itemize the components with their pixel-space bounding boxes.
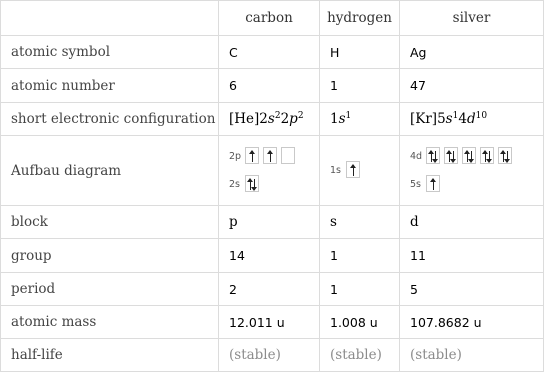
config-orbital: s <box>267 111 275 127</box>
orbital-boxes <box>426 147 516 167</box>
hydrogen-atomic-symbol: H <box>320 36 400 69</box>
row-label-block: block <box>1 206 219 239</box>
hydrogen-group: 1 <box>320 239 400 273</box>
single-electron-orbital-box <box>245 147 259 164</box>
table-row <box>1 306 544 339</box>
config-electrons: 1 <box>452 111 459 122</box>
table-row <box>1 273 544 306</box>
silver-atomic-number: 47 <box>400 69 544 103</box>
hydrogen-atomic-number: 1 <box>320 69 400 103</box>
spin-down-arrow-icon <box>489 151 490 162</box>
paired-electron-orbital-box <box>426 147 440 164</box>
config-period: 5 <box>437 111 446 127</box>
aufbau-orbital-row <box>229 146 319 168</box>
paired-electron-orbital-box <box>245 175 259 192</box>
carbon-atomic-mass: 12.011 u <box>219 306 320 339</box>
aufbau-orbital-row <box>410 146 543 168</box>
silver-aufbau-diagram <box>400 136 544 206</box>
silver-atomic-mass: 107.8682 u <box>400 306 544 339</box>
single-electron-orbital-box <box>263 147 277 164</box>
config-orbital: s <box>445 111 453 127</box>
orbital-label: 5s <box>410 179 421 190</box>
spin-up-arrow-icon <box>252 151 253 162</box>
config-electrons: 2 <box>297 111 304 122</box>
table-row <box>1 36 544 69</box>
header-carbon: carbon <box>219 1 320 36</box>
spin-down-arrow-icon <box>254 179 255 190</box>
carbon-atomic-number: 6 <box>219 69 320 103</box>
row-label-atomic-number: atomic number <box>1 69 219 103</box>
spin-down-arrow-icon <box>435 151 436 162</box>
paired-electron-orbital-box <box>462 147 476 164</box>
config-electrons: 10 <box>475 111 488 122</box>
row-label-aufbau-diagram: Aufbau diagram <box>1 136 219 206</box>
aufbau-orbital-row <box>410 174 543 196</box>
paired-electron-orbital-box <box>480 147 494 164</box>
orbital-boxes <box>245 175 263 195</box>
orbital-boxes <box>426 175 444 195</box>
empty-orbital-box <box>281 147 295 164</box>
config-orbital: p <box>289 111 298 127</box>
hydrogen-atomic-mass: 1.008 u <box>320 306 400 339</box>
silver-block: d <box>400 206 544 239</box>
silver-period: 5 <box>400 273 544 306</box>
aufbau-orbital-row <box>330 160 399 182</box>
table-row <box>1 136 544 206</box>
carbon-half-life: (stable) <box>219 339 320 372</box>
header-silver: silver <box>400 1 544 36</box>
config-electrons: 1 <box>345 111 352 122</box>
silver-atomic-symbol: Ag <box>400 36 544 69</box>
table-row <box>1 206 544 239</box>
orbital-label: 1s <box>330 165 341 176</box>
orbital-boxes <box>346 161 364 181</box>
table-row <box>1 103 544 136</box>
carbon-period: 2 <box>219 273 320 306</box>
config-core: [Kr] <box>410 111 438 127</box>
row-label-atomic-mass: atomic mass <box>1 306 219 339</box>
orbital-boxes <box>245 147 299 167</box>
config-core: [He] <box>229 111 260 127</box>
row-label-group: group <box>1 239 219 273</box>
row-label-electronic-configuration: short electronic configuration <box>1 103 219 136</box>
hydrogen-aufbau-diagram <box>320 136 400 206</box>
spin-down-arrow-icon <box>507 151 508 162</box>
hydrogen-electronic-configuration <box>320 103 400 136</box>
spin-up-arrow-icon <box>433 179 434 190</box>
config-orbital: s <box>338 111 346 127</box>
spin-down-arrow-icon <box>453 151 454 162</box>
aufbau-orbital-row <box>229 174 319 196</box>
spin-up-arrow-icon <box>270 151 271 162</box>
table-row <box>1 69 544 103</box>
header-hydrogen: hydrogen <box>320 1 400 36</box>
config-period: 2 <box>259 111 268 127</box>
row-label-atomic-symbol: atomic symbol <box>1 36 219 69</box>
config-period: 4 <box>458 111 467 127</box>
header-blank-cell <box>1 1 219 36</box>
hydrogen-block: s <box>320 206 400 239</box>
config-orbital: d <box>466 111 476 127</box>
config-period: 1 <box>330 111 339 127</box>
hydrogen-half-life: (stable) <box>320 339 400 372</box>
table-row <box>1 339 544 372</box>
config-period: 2 <box>280 111 290 127</box>
orbital-label: 2s <box>229 179 240 190</box>
orbital-label: 4d <box>410 151 423 162</box>
single-electron-orbital-box <box>346 161 360 178</box>
spin-up-arrow-icon <box>353 165 354 176</box>
row-label-period: period <box>1 273 219 306</box>
row-label-half-life: half-life <box>1 339 219 372</box>
silver-half-life: (stable) <box>400 339 544 372</box>
config-electrons: 2 <box>274 111 281 122</box>
carbon-group: 14 <box>219 239 320 273</box>
carbon-aufbau-diagram <box>219 136 320 206</box>
orbital-label: 2p <box>229 151 242 162</box>
header-row <box>1 1 544 36</box>
silver-group: 11 <box>400 239 544 273</box>
carbon-electronic-configuration <box>219 103 320 136</box>
table-row <box>1 239 544 273</box>
paired-electron-orbital-box <box>498 147 512 164</box>
hydrogen-period: 1 <box>320 273 400 306</box>
spin-down-arrow-icon <box>471 151 472 162</box>
single-electron-orbital-box <box>426 175 440 192</box>
carbon-atomic-symbol: C <box>219 36 320 69</box>
carbon-block: p <box>219 206 320 239</box>
silver-electronic-configuration <box>400 103 544 136</box>
paired-electron-orbital-box <box>444 147 458 164</box>
